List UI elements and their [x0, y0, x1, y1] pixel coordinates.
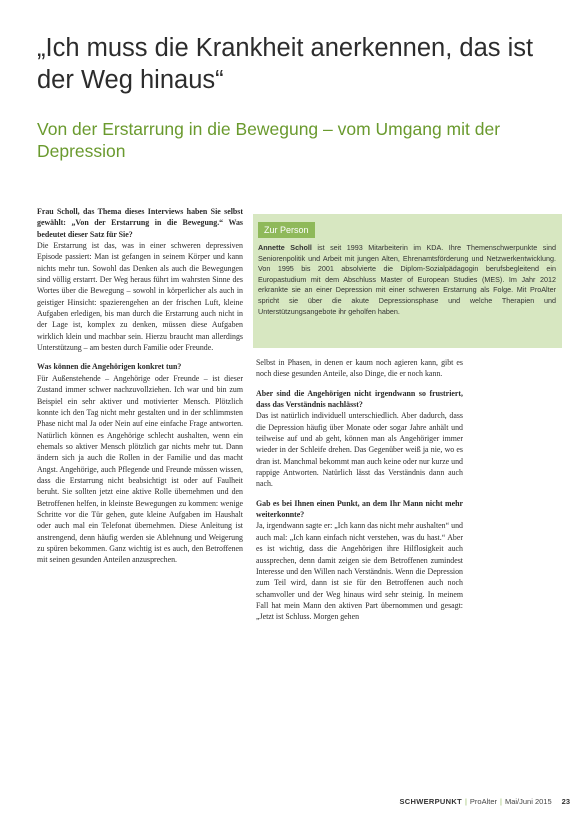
- profile-box-title: Zur Person: [258, 222, 315, 238]
- answer-2: Für Außenstehende – Angehörige oder Freunde – ist dieser Zustand immer schwer nachzuvollziehen. Ich war und bin zum Beispiel ein sehr aktiver und motivierter Mensch. Plötzlich konnte ich den Tag nicht mehr gestalten und in der schlimmsten Phase nicht mal Ja oder Nein auf eine einfache Frage antworten. Natürlich können es Angehörige schlecht aushalten, wenn ein ehemals so aktiver Mensch plötzlich gar nichts mehr tut. Dann ändern sich ja auch die Rollen in der Familie und das macht Angst. Angehörige, auch Pflegende und Freunde müssen wissen, dass die Erstarrung nicht beabsichtigt ist oder auf Faulheit beruht. Sie sollten jetzt eine aktive Rolle übernehmen und den Betroffenen helfen, in kleinste Bewegungen zu kommen: wenige Schritte vor die Tür gehen, gute kleine Aufgaben im Haushalt oder auch mal ein Telefonat übernehmen. Diese Anleitung ist anstrengend, denn häufig werden sie Ablehnung und Weigerung zu spüren bekommen. Ganz wichtig ist es auch, den Betroffenen mit seinen gesunden Anteilen anzusprechen.: [37, 373, 243, 565]
- footer-separator-2: |: [500, 797, 502, 806]
- profile-name: Annette Scholl: [258, 243, 312, 252]
- question-3: Aber sind die Angehörigen nicht irgendwann so frustriert, dass das Verständnis nachlässt?: [256, 388, 463, 410]
- question-4: Gab es bei Ihnen einen Punkt, an dem Ihr Mann nicht mehr weiterkonnte?: [256, 498, 463, 520]
- footer-separator: |: [464, 797, 467, 806]
- answer-2-continued: Selbst in Phasen, in denen er kaum noch agieren kann, gibt es noch diese gesunden Anteile, also Dinge, die er noch kann.: [256, 358, 463, 379]
- answer-1: Die Erstarrung ist das, was in einer schweren depressiven Episode passiert: Man ist gefangen in seinem Körper und kann nichts mehr tun. Sowohl das Denken als auch die Bewegungen sind völlig erstarrt. Der Weg heraus führt im wahrsten Sinne des Wortes über die Bewegung – sowohl in körperlicher als auch in geistiger Hinsicht: spazierengehen an der frischen Luft, kleine Aufgaben erledigen, bis man durch die Erstarrung auch nicht in der Lage ist, komplex zu denken, müssen diese Aufgaben wirklich klein und machbar sein. Hierzu braucht man allerdings Unterstützung – am besten durch Familie oder Freunde.: [37, 241, 243, 353]
- left-column: [37, 206, 243, 566]
- answer-3: Das ist natürlich individuell unterschiedlich. Aber dadurch, dass die Depression häufig über Monate oder sogar Jahre anhält und teilweise auf und ab geht, können man als Angehöriger immer wieder in der Schleife drehen. Das Gegenüber weiß ja nie, wo es dran ist. Manchmal bekommt man auch keine oder nur kurze und rappige Antworten. Natürlich lässt das Verständnis dann auch nach.: [256, 411, 463, 489]
- profile-box: [253, 214, 562, 348]
- question-2: Was können die Angehörigen konkret tun?: [37, 362, 182, 372]
- question-1: Frau Scholl, das Thema dieses Interviews haben Sie selbst gewählt: „Von der Erstarrung in die Bewegung.“ Was bedeutet dieser Satz für Sie?: [37, 207, 243, 239]
- page-footer: [330, 797, 570, 806]
- footer-issue: Mai/Juni 2015: [504, 797, 552, 806]
- footer-magazine: ProAlter: [469, 797, 497, 806]
- footer-section: SCHWERPUNKT: [399, 797, 462, 806]
- profile-box-text: [258, 243, 556, 317]
- page-number: 23: [561, 797, 570, 806]
- page-subtitle: Von der Erstarrung in die Bewegung – vom Umgang mit der Depression: [37, 119, 501, 161]
- right-column: [256, 357, 463, 623]
- answer-4: Ja, irgendwann sagte er: „Ich kann das nicht mehr aushalten“ und auch mal: „Ich kann einfach nicht verstehen, was du hast.“ Aber es ist wichtig, dass die Angehörigen ihre Hilflosigkeit auch aussprechen, denn damit zeigen sie dem Betroffenen zumindest Interesse und den Willen nach Verständnis. Wenn die Depression zum Teil wird, dann ist sie für den Betroffenen auch noch schamvoller und der Weg hinaus wird sehr steinig. In meinem Fall hat mein Mann den aktiven Part übernommen und gesagt: „Jetzt ist Schluss. Morgen gehen: [256, 521, 463, 622]
- profile-description: ist seit 1993 Mitarbeiterin im KDA. Ihre Themenschwerpunkte sind Seniorenpolitik und Arbeit mit jungen Alten, Ehrenamtsförderung und Netzwerkentwicklung. Von 1995 bis 2001 absolvierte die Diplom-Sozialpädagogin berufsbegleitend ein Europastudium mit dem Abschluss Master of European Studies (MES). Im Jahr 2012 erkrankte sie an einer Depression mit einer schweren Erstarrung als Folge. Mit ProAlter spricht sie über die akute Depressionsphase und welche Therapien und Unterstützungsangebote ihr geholfen haben.: [258, 243, 556, 316]
- page-title: „Ich muss die Krankheit anerkennen, das ist der Weg hinaus“: [37, 34, 534, 94]
